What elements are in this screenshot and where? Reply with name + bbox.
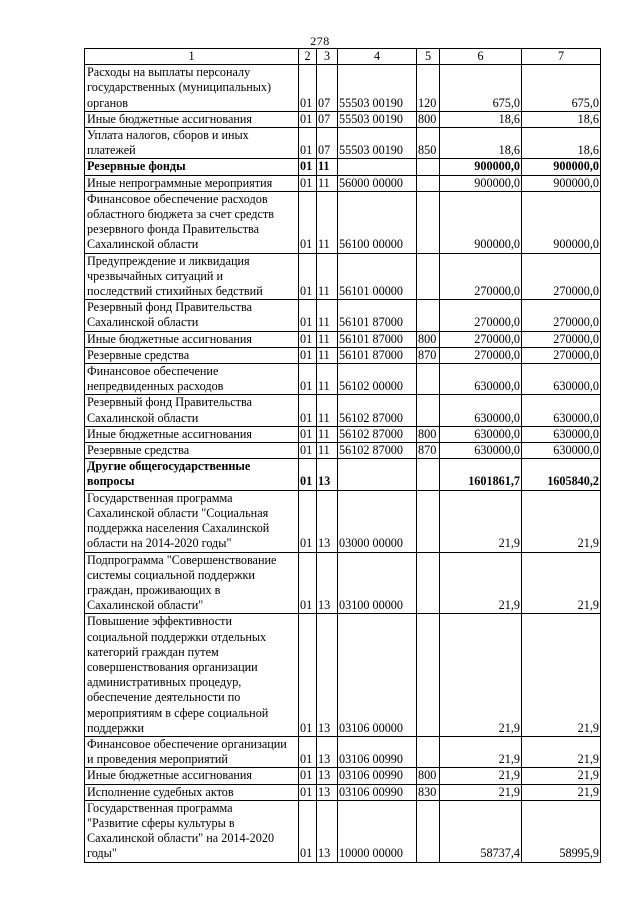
amount-year-1: 900000,0 <box>440 175 522 191</box>
subsection-code: 13 <box>317 768 338 784</box>
row-name: Другие общегосударственные вопросы <box>85 459 299 490</box>
target-article-code: 03100 00000 <box>338 552 417 614</box>
expense-type-code <box>417 614 440 737</box>
table-row <box>85 736 601 767</box>
table-row <box>85 768 601 784</box>
amount-year-1: 18,6 <box>440 111 522 127</box>
subsection-code: 13 <box>317 784 338 800</box>
amount-year-1: 21,9 <box>440 736 522 767</box>
section-code: 01 <box>299 331 317 347</box>
row-name: Иные бюджетные ассигнования <box>85 111 299 127</box>
expense-type-code <box>417 159 440 175</box>
section-code: 01 <box>299 347 317 363</box>
column-header: 6 <box>440 49 522 65</box>
expense-type-code: 800 <box>417 426 440 442</box>
amount-year-2: 630000,0 <box>522 395 601 426</box>
section-code: 01 <box>299 364 317 395</box>
table-row <box>85 128 601 159</box>
subsection-code: 07 <box>317 128 338 159</box>
amount-year-2: 270000,0 <box>522 300 601 331</box>
row-name: Резервные средства <box>85 347 299 363</box>
column-header: 7 <box>522 49 601 65</box>
amount-year-1: 270000,0 <box>440 347 522 363</box>
target-article-code <box>338 459 417 490</box>
expense-type-code <box>417 490 440 552</box>
amount-year-2: 21,9 <box>522 490 601 552</box>
column-header: 1 <box>85 49 299 65</box>
row-name: Финансовое обеспечение расходов областного бюджета за счет средств резервного фонда Правительства Сахалинской области <box>85 191 299 253</box>
row-name: Расходы на выплаты персоналу государственных (муниципальных) органов <box>85 65 299 112</box>
amount-year-2: 58995,9 <box>522 800 601 862</box>
expense-type-code: 800 <box>417 331 440 347</box>
column-header: 2 <box>299 49 317 65</box>
section-code: 01 <box>299 395 317 426</box>
expense-type-code <box>417 459 440 490</box>
amount-year-2: 21,9 <box>522 614 601 737</box>
amount-year-2: 18,6 <box>522 128 601 159</box>
target-article-code: 03106 00990 <box>338 768 417 784</box>
amount-year-1: 21,9 <box>440 784 522 800</box>
section-code: 01 <box>299 65 317 112</box>
expense-type-code: 870 <box>417 347 440 363</box>
section-code: 01 <box>299 253 317 300</box>
amount-year-1: 1601861,7 <box>440 459 522 490</box>
target-article-code: 10000 00000 <box>338 800 417 862</box>
target-article-code: 56000 00000 <box>338 175 417 191</box>
subsection-code: 11 <box>317 426 338 442</box>
header-row <box>85 49 601 65</box>
target-article-code: 03106 00990 <box>338 784 417 800</box>
row-name: Финансовое обеспечение организации и проведения мероприятий <box>85 736 299 767</box>
subsection-code: 13 <box>317 614 338 737</box>
row-name: Государственная программа "Развитие сферы культуры в Сахалинской области" на 2014-2020 годы" <box>85 800 299 862</box>
expense-type-code <box>417 300 440 331</box>
subsection-code: 07 <box>317 65 338 112</box>
expense-type-code: 850 <box>417 128 440 159</box>
amount-year-1: 630000,0 <box>440 395 522 426</box>
amount-year-1: 58737,4 <box>440 800 522 862</box>
amount-year-1: 21,9 <box>440 768 522 784</box>
row-name: Резервные средства <box>85 443 299 459</box>
section-code: 01 <box>299 459 317 490</box>
expense-type-code <box>417 552 440 614</box>
section-code: 01 <box>299 784 317 800</box>
target-article-code: 56102 87000 <box>338 443 417 459</box>
row-name: Резервные фонды <box>85 159 299 175</box>
subsection-code: 11 <box>317 175 338 191</box>
expense-type-code: 830 <box>417 784 440 800</box>
subsection-code: 13 <box>317 800 338 862</box>
row-name: Иные непрограммные мероприятия <box>85 175 299 191</box>
row-name: Уплата налогов, сборов и иных платежей <box>85 128 299 159</box>
amount-year-2: 21,9 <box>522 784 601 800</box>
section-code: 01 <box>299 768 317 784</box>
table-row <box>85 111 601 127</box>
table-row <box>85 784 601 800</box>
amount-year-1: 630000,0 <box>440 426 522 442</box>
table-row <box>85 300 601 331</box>
amount-year-2: 630000,0 <box>522 364 601 395</box>
subsection-code: 11 <box>317 191 338 253</box>
amount-year-2: 21,9 <box>522 552 601 614</box>
section-code: 01 <box>299 111 317 127</box>
subsection-code: 13 <box>317 552 338 614</box>
subsection-code: 11 <box>317 443 338 459</box>
section-code: 01 <box>299 300 317 331</box>
subsection-code: 13 <box>317 459 338 490</box>
amount-year-1: 630000,0 <box>440 364 522 395</box>
table-row <box>85 800 601 862</box>
target-article-code: 56101 87000 <box>338 331 417 347</box>
table-row <box>85 364 601 395</box>
section-code: 01 <box>299 490 317 552</box>
expense-type-code: 800 <box>417 768 440 784</box>
target-article-code: 55503 00190 <box>338 128 417 159</box>
section-code: 01 <box>299 614 317 737</box>
row-name: Исполнение судебных актов <box>85 784 299 800</box>
subsection-code: 13 <box>317 736 338 767</box>
subsection-code: 07 <box>317 111 338 127</box>
expense-type-code: 870 <box>417 443 440 459</box>
amount-year-2: 21,9 <box>522 768 601 784</box>
amount-year-2: 18,6 <box>522 111 601 127</box>
table-row <box>85 191 601 253</box>
expense-type-code <box>417 736 440 767</box>
amount-year-1: 18,6 <box>440 128 522 159</box>
table-row <box>85 175 601 191</box>
subsection-code: 11 <box>317 364 338 395</box>
amount-year-2: 630000,0 <box>522 443 601 459</box>
section-code: 01 <box>299 443 317 459</box>
amount-year-1: 21,9 <box>440 552 522 614</box>
subsection-code: 13 <box>317 490 338 552</box>
section-code: 01 <box>299 552 317 614</box>
subsection-code: 11 <box>317 395 338 426</box>
table-row <box>85 426 601 442</box>
table-row <box>85 65 601 112</box>
subsection-code: 11 <box>317 347 338 363</box>
amount-year-1: 900000,0 <box>440 159 522 175</box>
target-article-code <box>338 159 417 175</box>
subsection-code: 11 <box>317 159 338 175</box>
table-row <box>85 443 601 459</box>
row-name: Иные бюджетные ассигнования <box>85 331 299 347</box>
amount-year-1: 270000,0 <box>440 331 522 347</box>
table-row <box>85 331 601 347</box>
amount-year-1: 21,9 <box>440 490 522 552</box>
target-article-code: 03106 00990 <box>338 736 417 767</box>
amount-year-2: 675,0 <box>522 65 601 112</box>
page-number: 278 <box>310 34 330 48</box>
amount-year-2: 900000,0 <box>522 191 601 253</box>
target-article-code: 56100 00000 <box>338 191 417 253</box>
row-name: Государственная программа Сахалинской области "Социальная поддержка населения Сахалинской области на 2014-2020 годы" <box>85 490 299 552</box>
table-row <box>85 459 601 490</box>
subsection-code: 11 <box>317 331 338 347</box>
amount-year-1: 21,9 <box>440 614 522 737</box>
table-row <box>85 490 601 552</box>
amount-year-2: 1605840,2 <box>522 459 601 490</box>
row-name: Иные бюджетные ассигнования <box>85 426 299 442</box>
row-name: Повышение эффективности социальной поддержки отдельных категорий граждан путем совершенствования организации административных процедур, обеспечение деятельности по мероприятиям в сфере социальной поддержки <box>85 614 299 737</box>
row-name: Подпрограмма "Совершенствование системы социальной поддержки граждан, проживающих в Сахалинской области" <box>85 552 299 614</box>
column-header: 3 <box>317 49 338 65</box>
row-name: Предупреждение и ликвидация чрезвычайных ситуаций и последствий стихийных бедствий <box>85 253 299 300</box>
subsection-code: 11 <box>317 300 338 331</box>
amount-year-1: 900000,0 <box>440 191 522 253</box>
column-header: 4 <box>338 49 417 65</box>
table-row <box>85 552 601 614</box>
target-article-code: 03000 00000 <box>338 490 417 552</box>
target-article-code: 56102 00000 <box>338 364 417 395</box>
section-code: 01 <box>299 175 317 191</box>
expense-type-code <box>417 191 440 253</box>
table-row <box>85 614 601 737</box>
expense-type-code <box>417 364 440 395</box>
amount-year-1: 270000,0 <box>440 253 522 300</box>
amount-year-2: 900000,0 <box>522 159 601 175</box>
section-code: 01 <box>299 128 317 159</box>
amount-year-2: 630000,0 <box>522 426 601 442</box>
amount-year-2: 900000,0 <box>522 175 601 191</box>
expense-type-code <box>417 253 440 300</box>
expense-type-code: 120 <box>417 65 440 112</box>
amount-year-1: 630000,0 <box>440 443 522 459</box>
section-code: 01 <box>299 191 317 253</box>
target-article-code: 56101 00000 <box>338 253 417 300</box>
subsection-code: 11 <box>317 253 338 300</box>
target-article-code: 56101 87000 <box>338 300 417 331</box>
amount-year-2: 270000,0 <box>522 347 601 363</box>
expense-type-code <box>417 800 440 862</box>
target-article-code: 55503 00190 <box>338 65 417 112</box>
table-row <box>85 253 601 300</box>
column-header: 5 <box>417 49 440 65</box>
expense-type-code <box>417 395 440 426</box>
target-article-code: 03106 00000 <box>338 614 417 737</box>
section-code: 01 <box>299 159 317 175</box>
table-row <box>85 159 601 175</box>
row-name: Финансовое обеспечение непредвиденных расходов <box>85 364 299 395</box>
amount-year-1: 675,0 <box>440 65 522 112</box>
row-name: Иные бюджетные ассигнования <box>85 768 299 784</box>
amount-year-2: 270000,0 <box>522 331 601 347</box>
section-code: 01 <box>299 736 317 767</box>
row-name: Резервный фонд Правительства Сахалинской области <box>85 395 299 426</box>
target-article-code: 56102 87000 <box>338 426 417 442</box>
expense-type-code: 800 <box>417 111 440 127</box>
row-name: Резервный фонд Правительства Сахалинской области <box>85 300 299 331</box>
amount-year-1: 270000,0 <box>440 300 522 331</box>
amount-year-2: 270000,0 <box>522 253 601 300</box>
table-row <box>85 347 601 363</box>
budget-table <box>84 48 601 863</box>
target-article-code: 55503 00190 <box>338 111 417 127</box>
target-article-code: 56101 87000 <box>338 347 417 363</box>
expense-type-code <box>417 175 440 191</box>
section-code: 01 <box>299 800 317 862</box>
amount-year-2: 21,9 <box>522 736 601 767</box>
target-article-code: 56102 87000 <box>338 395 417 426</box>
table-row <box>85 395 601 426</box>
section-code: 01 <box>299 426 317 442</box>
